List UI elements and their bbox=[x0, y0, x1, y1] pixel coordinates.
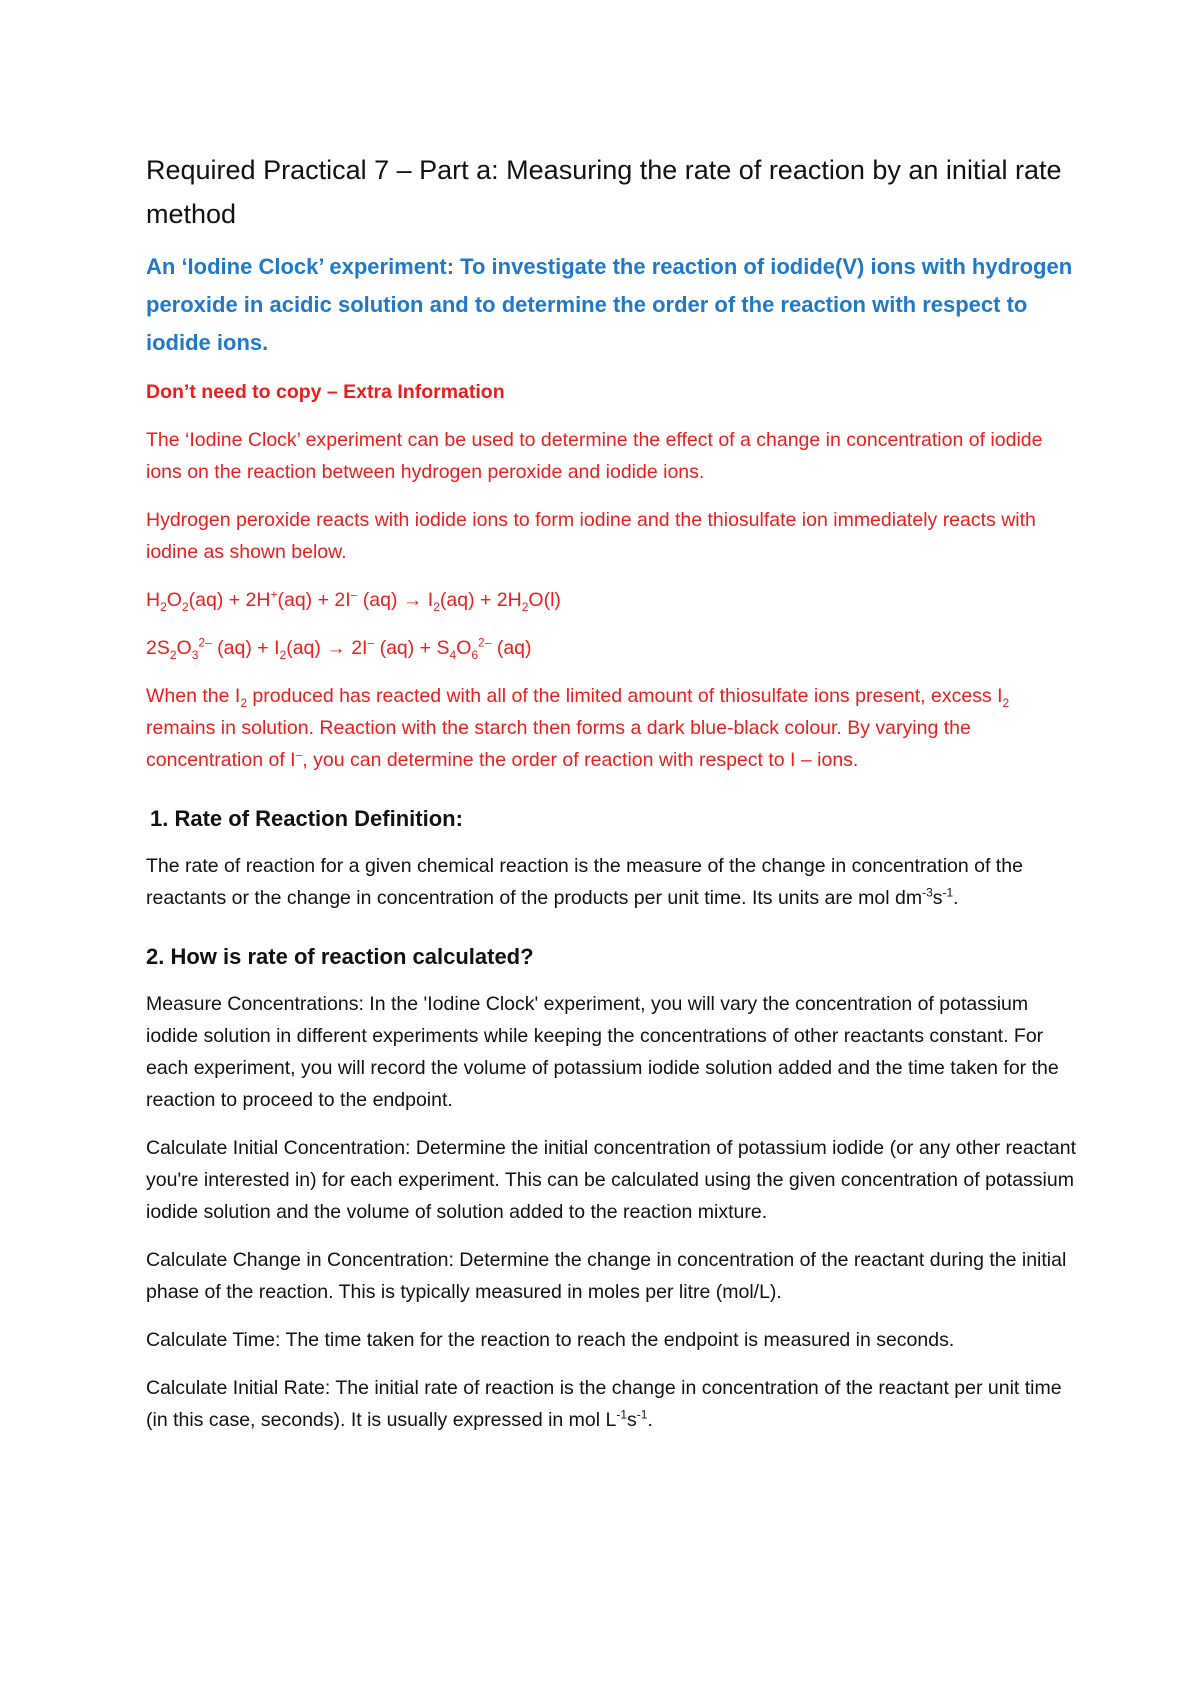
extra-info-paragraph-1: The ‘Iodine Clock’ experiment can be used to determine the effect of a change in concentration of iodide ions on the reaction between hydrogen peroxide and iodide ions. bbox=[146, 429, 1043, 483]
section-1-heading: 1. Rate of Reaction Definition: bbox=[150, 806, 463, 831]
extra-info-paragraph-2: Hydrogen peroxide reacts with iodide ions to form iodine and the thiosulfate ion immediately reacts with iodine as shown below. bbox=[146, 509, 1036, 563]
equation-1: $H_2O_2(aq) + 2H^+(aq) + 2I^-$ $(aq) \to I_2(aq) + 2H_2O(l)$ bbox=[146, 587, 561, 614]
measure-concentrations-paragraph: Measure Concentrations: In the 'Iodine Clock' experiment, you will vary the concentration of potassium iodide solution in different experiments while keeping the concentrations of other reactants constant. For each experiment, you will record the volume of potassium iodide solution added and the time taken for the reaction to proceed to the endpoint. bbox=[146, 993, 1059, 1111]
section-2-heading: 2. How is rate of reaction calculated? bbox=[146, 944, 534, 969]
extra-info-paragraph-3: When the $I_2$ produced has reacted with all of the limited amount of thiosulfate ions present, excess $I_2$ remains in solution. Reaction with the starch then forms a dark blue-black colour. By varying the concentration of I–, you can determine the order of reaction with respect to I – ions. bbox=[146, 685, 1010, 771]
extra-info-heading: Don’t need to copy – Extra Information bbox=[146, 381, 505, 403]
initial-rate-paragraph: Calculate Initial Rate: The initial rate of reaction is the change in concentration of the reactant per unit time (in this case, seconds). It is usually expressed in mol $L^{-1}s^{-1}$. bbox=[146, 1377, 1062, 1431]
change-in-concentration-paragraph: Calculate Change in Concentration: Determine the change in concentration of the reactant during the initial phase of the reaction. This is typically measured in moles per litre (mol/L). bbox=[146, 1249, 1067, 1303]
section-1-paragraph: The rate of reaction for a given chemical reaction is the measure of the change in concentration of the reactants or the change in concentration of the products per unit time. Its units are mol $dm^{-3}s^{-1}$. bbox=[146, 855, 1023, 909]
initial-concentration-paragraph: Calculate Initial Concentration: Determine the initial concentration of potassium iodide (or any other reactant you're interested in) for each experiment. This can be calculated using the given concentration of potassium iodide solution and the volume of solution added to the reaction mixture. bbox=[146, 1137, 1077, 1223]
document-title: Required Practical 7 – Part a: Measuring the rate of reaction by an initial rate method bbox=[146, 155, 1062, 229]
equation-2: $2S_2O_3^{2-}$ $(aq) + I_2(aq) \to 2I^-$ $(aq) + S_4O_6^{2-}$ (aq) bbox=[146, 635, 532, 662]
calculate-time-paragraph: Calculate Time: The time taken for the reaction to reach the endpoint is measured in seconds. bbox=[146, 1329, 955, 1351]
experiment-aim: An ‘Iodine Clock’ experiment: To investigate the reaction of iodide(V) ions with hydrogen peroxide in acidic solution and to determine the order of the reaction with respect to iodide ions. bbox=[146, 254, 1073, 355]
